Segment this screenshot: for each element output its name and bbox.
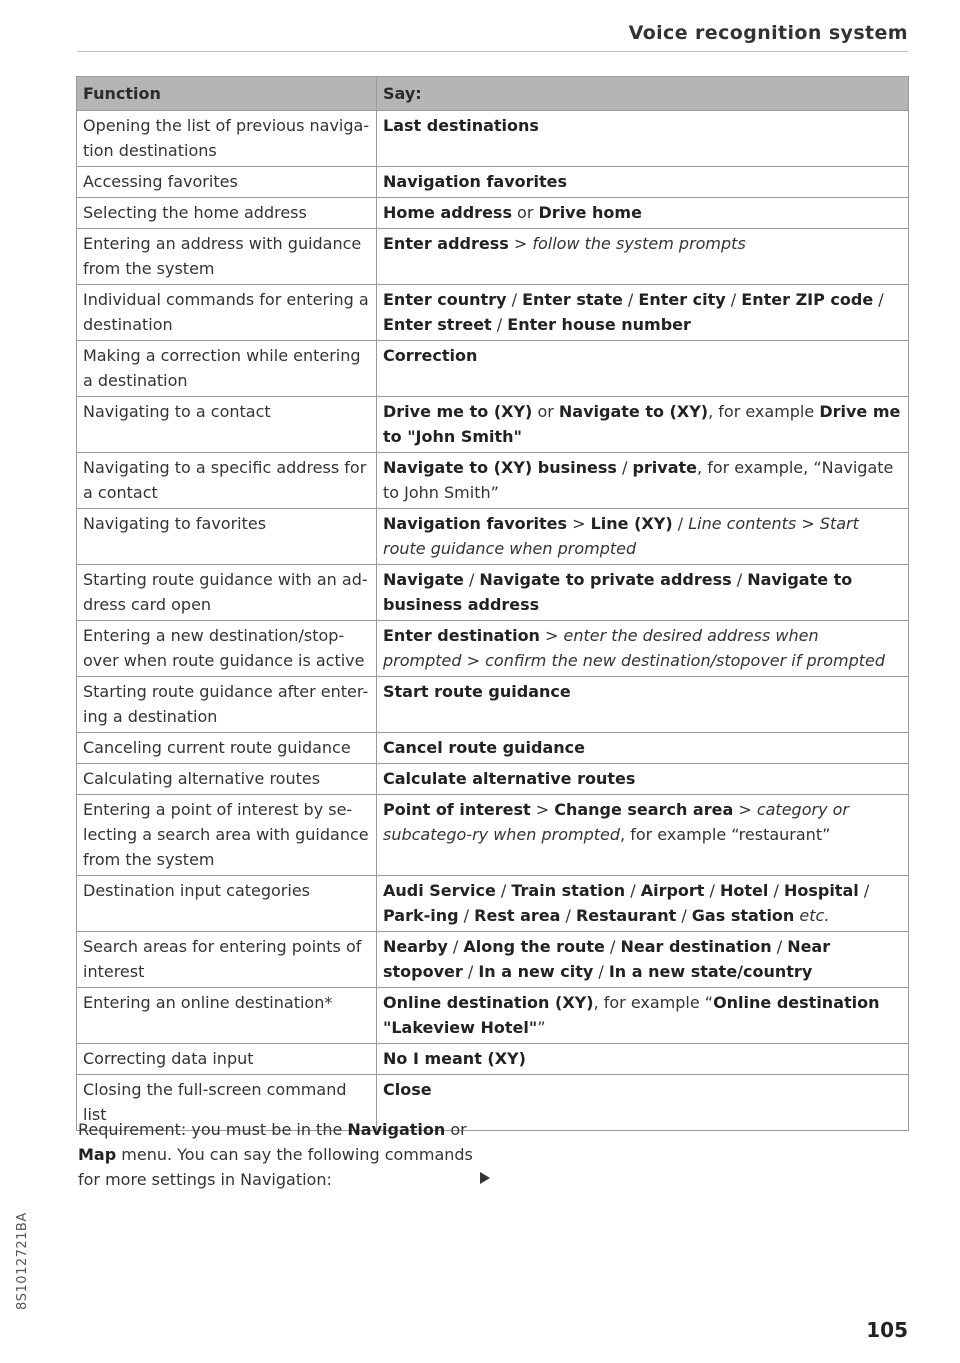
command-text: In a new city: [478, 962, 594, 981]
say-cell: [377, 111, 909, 167]
command-text: Navigate to private address: [479, 570, 732, 589]
instruction-text: follow the system prompts: [532, 234, 746, 253]
command-text: Rest area: [474, 906, 561, 925]
table-row: [77, 1044, 909, 1075]
connector-text: Requirement: you must be in the: [78, 1120, 348, 1139]
connector-text: ”: [537, 1018, 546, 1037]
command-text: Enter house number: [507, 315, 691, 334]
say-cell: [377, 988, 909, 1044]
command-text: In a new state/country: [608, 962, 813, 981]
command-text: Enter address: [383, 234, 509, 253]
function-cell: Accessing favorites: [77, 167, 377, 198]
command-text: Home address: [383, 203, 512, 222]
command-text: Along the route: [463, 937, 605, 956]
connector-text: /: [858, 881, 870, 900]
table-body: [77, 111, 909, 1131]
command-text: Last destinations: [383, 116, 539, 135]
function-cell: Destination input categories: [77, 876, 377, 932]
function-cell: Navigating to a specific address for a contact: [77, 453, 377, 509]
command-text: Navigate to (XY): [558, 402, 709, 421]
function-cell: Entering an online destination*: [77, 988, 377, 1044]
instruction-text: Line contents: [688, 514, 797, 533]
say-cell: [377, 198, 909, 229]
command-text: Enter street: [383, 315, 492, 334]
connector-text: /: [768, 881, 784, 900]
connector-text: /: [625, 881, 641, 900]
command-text: Online destination "Lakeview Hotel": [383, 993, 880, 1037]
command-text: Nearby: [383, 937, 448, 956]
command-text: Drive me to (XY): [383, 402, 533, 421]
command-text: Audi Service: [383, 881, 496, 900]
command-text: Drive me to "John Smith": [383, 402, 901, 446]
say-cell: [377, 795, 909, 876]
table-row: [77, 285, 909, 341]
say-cell: [377, 1044, 909, 1075]
connector-text: /: [731, 570, 748, 589]
command-text: Start route guidance: [383, 682, 571, 701]
command-text: Correction: [383, 346, 478, 365]
command-text: Hospital: [783, 881, 859, 900]
connector-text: menu. You can say the following commands for more settings in Navigation:: [78, 1145, 473, 1189]
connector-text: /: [604, 937, 621, 956]
voice-command-table: [76, 76, 909, 1131]
say-cell: [377, 621, 909, 677]
connector-text: >: [508, 234, 533, 253]
function-cell: Individual commands for entering a destination: [77, 285, 377, 341]
command-text: Calculate alternative routes: [383, 769, 636, 788]
command-text: Map: [78, 1145, 117, 1164]
connector-text: or: [445, 1120, 467, 1139]
command-text: Enter city: [638, 290, 726, 309]
connector-text: /: [725, 290, 742, 309]
connector-text: /: [672, 514, 689, 533]
connector-text: >: [530, 800, 555, 819]
command-text: Train station: [511, 881, 626, 900]
connector-text: , for example “: [593, 993, 714, 1012]
say-cell: [377, 932, 909, 988]
command-text: private: [632, 458, 698, 477]
connector-text: >: [796, 514, 820, 533]
function-cell: Search areas for entering points of interest: [77, 932, 377, 988]
function-cell: Opening the list of previous naviga-tion destinations: [77, 111, 377, 167]
table-row: [77, 733, 909, 764]
column-header-function: Function: [77, 77, 377, 111]
connector-text: /: [462, 962, 479, 981]
requirement-paragraph: [78, 1117, 498, 1192]
table-row: [77, 509, 909, 565]
connector-text: /: [491, 315, 508, 334]
table-row: [77, 198, 909, 229]
function-cell: Selecting the home address: [77, 198, 377, 229]
connector-text: /: [447, 937, 464, 956]
connector-text: , for example: [708, 402, 820, 421]
command-text: Enter state: [522, 290, 623, 309]
table-row: [77, 453, 909, 509]
command-text: No I meant (XY): [383, 1049, 526, 1068]
connector-text: , for example “restaurant”: [620, 825, 831, 844]
connector-text: >: [567, 514, 591, 533]
connector-text: /: [506, 290, 523, 309]
column-header-say: Say:: [377, 77, 909, 111]
instruction-text: confirm the new destination/stopover if prompted: [485, 651, 885, 670]
function-cell: Canceling current route guidance: [77, 733, 377, 764]
table-row: [77, 932, 909, 988]
table-row: [77, 111, 909, 167]
command-text: Enter destination: [383, 626, 540, 645]
page-header-title: Voice recognition system: [628, 22, 908, 44]
connector-text: , for example, “Navigate to John Smith”: [383, 458, 894, 502]
command-text: Near destination: [620, 937, 772, 956]
connector-text: /: [771, 937, 788, 956]
instruction-text: enter the desired address when prompted: [383, 626, 819, 670]
say-cell: [377, 677, 909, 733]
command-text: Enter country: [383, 290, 507, 309]
table-row: [77, 341, 909, 397]
instruction-text: etc.: [799, 906, 830, 925]
table-row: [77, 795, 909, 876]
function-cell: Making a correction while entering a destination: [77, 341, 377, 397]
command-text: Line (XY): [590, 514, 673, 533]
command-text: Navigate: [383, 570, 464, 589]
command-text: Point of interest: [383, 800, 531, 819]
connector-text: or: [511, 203, 539, 222]
page-number: 105: [866, 1318, 908, 1342]
function-cell: Entering an address with guidance from the system: [77, 229, 377, 285]
command-text: Hotel: [720, 881, 769, 900]
command-text: Change search area: [554, 800, 734, 819]
command-text: Near stopover: [383, 937, 831, 981]
connector-text: >: [733, 800, 757, 819]
say-cell: [377, 167, 909, 198]
command-text: Enter ZIP code: [741, 290, 874, 309]
say-cell: [377, 733, 909, 764]
connector-text: /: [458, 906, 475, 925]
header-divider: [78, 51, 908, 52]
connector-text: /: [616, 458, 633, 477]
connector-text: /: [676, 906, 692, 925]
connector-text: or: [532, 402, 559, 421]
command-text: Navigation: [347, 1120, 446, 1139]
say-cell: [377, 565, 909, 621]
command-text: Navigation favorites: [383, 172, 568, 191]
function-cell: Entering a point of interest by se-lecting a search area with guidance from the system: [77, 795, 377, 876]
say-cell: [377, 341, 909, 397]
connector-text: /: [704, 881, 721, 900]
command-text: Airport: [640, 881, 705, 900]
say-cell: [377, 285, 909, 341]
connector-text: /: [622, 290, 639, 309]
function-cell: Calculating alternative routes: [77, 764, 377, 795]
table-row: [77, 988, 909, 1044]
say-cell: [377, 453, 909, 509]
connector-text: /: [495, 881, 512, 900]
connector-text: /: [873, 290, 884, 309]
command-text: Cancel route guidance: [383, 738, 585, 757]
function-cell: Navigating to favorites: [77, 509, 377, 565]
command-text: Navigate to (XY) business: [383, 458, 617, 477]
command-text: Gas station: [691, 906, 795, 925]
say-cell: [377, 397, 909, 453]
function-cell: Closing the full-screen command list: [77, 1075, 377, 1131]
table-row: [77, 764, 909, 795]
connector-text: /: [463, 570, 480, 589]
table-row: [77, 677, 909, 733]
instruction-text: category or subcatego-ry when prompted: [383, 800, 849, 844]
continue-triangle-icon: [480, 1172, 490, 1184]
document-code: 8S1012721BA: [15, 1212, 30, 1310]
connector-text: >: [539, 626, 564, 645]
function-cell: Starting route guidance with an ad-dress card open: [77, 565, 377, 621]
function-cell: Entering a new destination/stop-over when route guidance is active: [77, 621, 377, 677]
table-header-row: [77, 77, 909, 111]
say-cell: [377, 509, 909, 565]
command-text: Restaurant: [575, 906, 677, 925]
say-cell: [377, 764, 909, 795]
connector-text: /: [560, 906, 576, 925]
function-cell: Navigating to a contact: [77, 397, 377, 453]
connector-text: /: [593, 962, 609, 981]
table-row: [77, 876, 909, 932]
command-text: Park-ing: [383, 906, 459, 925]
table-row: [77, 621, 909, 677]
function-cell: Starting route guidance after enter-ing a destination: [77, 677, 377, 733]
instruction-text: Start route guidance when prompted: [383, 514, 859, 558]
table-row: [77, 565, 909, 621]
function-cell: Correcting data input: [77, 1044, 377, 1075]
command-text: Navigate to business address: [383, 570, 853, 614]
command-text: Close: [383, 1080, 432, 1099]
say-cell: [377, 229, 909, 285]
command-text: Online destination (XY): [383, 993, 594, 1012]
command-text: Drive home: [538, 203, 642, 222]
command-text: Navigation favorites: [383, 514, 568, 533]
table-row: [77, 167, 909, 198]
table-row: [77, 229, 909, 285]
say-cell: [377, 876, 909, 932]
connector-text: >: [461, 651, 486, 670]
table-row: [77, 397, 909, 453]
